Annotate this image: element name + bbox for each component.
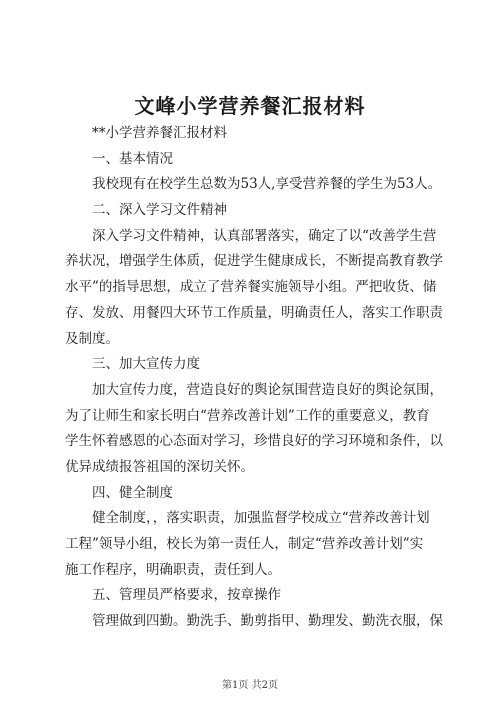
document-body (65, 121, 452, 635)
body-line: 优异成绩报答祖国的深切关怀。 (65, 458, 254, 475)
body-line: 健全制度，，落实职责，加强监督学校成立“营养改善计划 (92, 510, 430, 527)
section-heading: 二、深入学习文件精神 (92, 202, 227, 219)
document-title: 文峰小学营养餐汇报材料 (134, 94, 366, 118)
page-footer: 第1页 共2页 (222, 680, 278, 691)
body-line: 及制度。 (65, 330, 119, 347)
body-line: 深入学习文件精神，认真部署落实，确定了以“改善学生营 (92, 227, 437, 244)
body-line: 施工作程序，明确职责，责任到人。 (65, 561, 281, 578)
section-heading: 三、加大宣传力度 (92, 356, 200, 373)
body-line: 我校现有在校学生总数为53人,享受营养餐的学生为53人。 (92, 176, 442, 193)
body-line: 工程”领导小组，校长为第一责任人，制定“营养改善计划”实 (65, 536, 424, 552)
body-line: 加大宣传力度，营造良好的舆论氛围营造良好的舆论氛围， (92, 381, 443, 398)
body-line: 养状况，增强学生体质，促进学生健康成长，不断提高教育教学 (65, 253, 443, 270)
section-heading: 五、管理员严格要求，按章操作 (92, 587, 281, 604)
body-line: 水平”的指导思想，成立了营养餐实施领导小组。严把收货、储 (65, 279, 437, 296)
body-line: **小学营养餐汇报材料 (92, 125, 227, 141)
section-heading: 四、健全制度 (92, 484, 173, 501)
body-line: 管理做到四勤。勤洗手、勤剪指甲、勤理发、勤洗衣服，保 (92, 613, 443, 630)
section-heading: 一、基本情况 (92, 150, 173, 167)
body-line: 为了让师生和家长明白“营养改善计划”工作的重要意义，教育 (65, 407, 430, 424)
body-line: 存、发放、用餐四大环节工作质量，明确责任人，落实工作职责 (65, 304, 443, 321)
body-line: 学生怀着感恩的心态面对学习，珍惜良好的学习环境和条件，以 (65, 433, 443, 450)
